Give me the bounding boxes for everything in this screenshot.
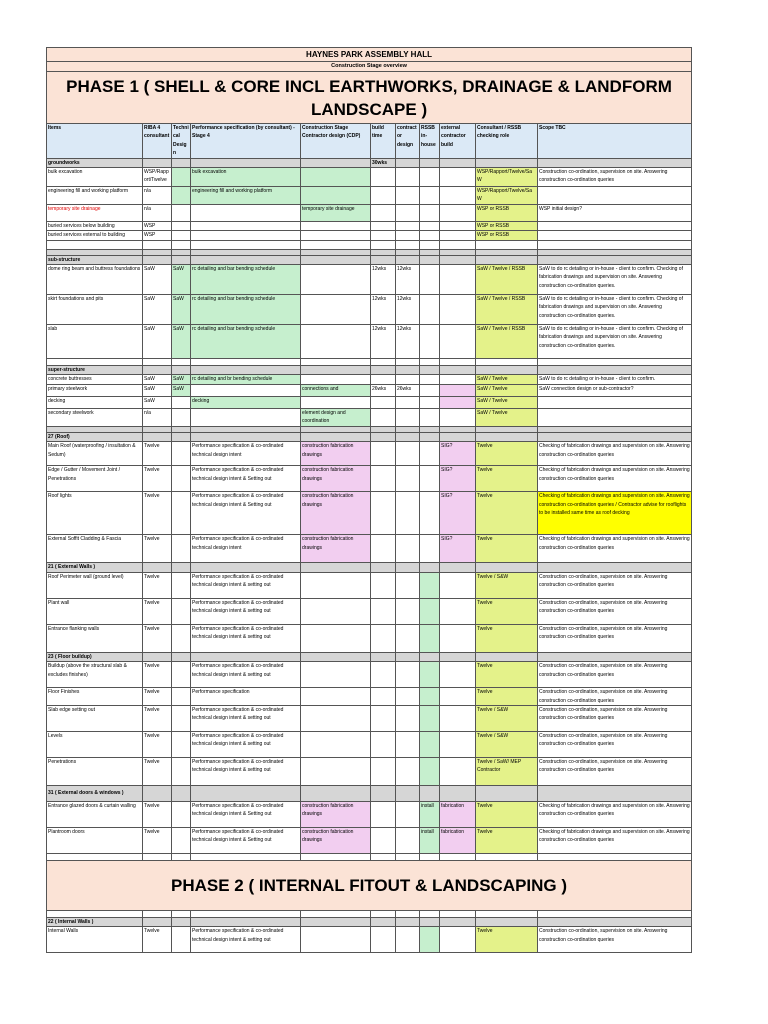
checking-cell: SaW / Twelve [476, 375, 538, 384]
table-row [47, 396, 692, 408]
col-header-cdp: Construction Stage Contractor design (CDP) [301, 124, 371, 159]
item-name: secondary steelwork [47, 408, 143, 426]
scope-cell: Checking of fabrication drawings and supervision on site. Answering construction co-ordination queries [538, 801, 692, 827]
item-name: Edge / Gutter / Movement Joint / Penetrations [47, 466, 143, 492]
table-row [47, 731, 692, 757]
riba4-cell: Twelve [143, 492, 172, 535]
performance-cell: rc detailing and bar bending schedule [191, 265, 301, 295]
col-header-external-contractor: external contractor build [440, 124, 476, 159]
table-row [47, 572, 692, 598]
item-name: Plant wall [47, 598, 143, 624]
item-name: concrete buttresses [47, 375, 143, 384]
scope-cell: Checking of fabrication drawings and supervision on site. Answering construction co-ordination queries [538, 827, 692, 853]
table-row [47, 295, 692, 325]
table-row [47, 466, 692, 492]
riba4-cell: Twelve [143, 801, 172, 827]
cdp-cell: construction fabrication drawings [301, 442, 371, 466]
phase-1-heading: PHASE 1 ( SHELL & CORE INCL EARTHWORKS, DRAINAGE & LANDFORM LANDSCAPE ) [47, 72, 692, 124]
performance-cell: Performance specification & co-ordinated technical design intent & Setting out [191, 801, 301, 827]
external-contractor-cell: SIG? [440, 466, 476, 492]
section-row [47, 432, 692, 441]
col-header-build-time: build time [371, 124, 396, 159]
table-row [47, 408, 692, 426]
scope-cell: SaW to do rc detailing or in-house - client to confirm. Checking of fabrication drawings and supervision on site. Answering construction co-ordination queries. [538, 265, 692, 295]
checking-cell: SaW / Twelve / RSSB [476, 295, 538, 325]
scope-cell: Construction co-ordination, supervision on site. Answering construction co-ordination queries [538, 757, 692, 785]
checking-cell: SaW / Twelve / RSSB [476, 265, 538, 295]
performance-cell: rc detailing and bar bending schedule [191, 295, 301, 325]
item-name: Penetrations [47, 757, 143, 785]
riba4-cell: Twelve [143, 598, 172, 624]
riba4-cell: n/a [143, 408, 172, 426]
riba4-cell: Twelve [143, 731, 172, 757]
rssb-inhouse-cell: install [420, 801, 440, 827]
col-header-checking-role: Consultant / RSSB checking role [476, 124, 538, 159]
table-row [47, 375, 692, 384]
table-row [47, 827, 692, 853]
table-row [47, 231, 692, 240]
checking-cell: Twelve / S&W [476, 705, 538, 731]
build-time: 12wks [371, 295, 396, 325]
performance-cell: rc detailing and bar bending schedule [191, 325, 301, 359]
performance-cell: rc detailing and br bending schedule [191, 375, 301, 384]
riba4-cell: SaW [143, 295, 172, 325]
table-row [47, 384, 692, 396]
riba4-cell: Twelve [143, 927, 172, 953]
build-time: 30wks [371, 158, 396, 167]
checking-cell: SaW / Twelve [476, 396, 538, 408]
section-row [47, 917, 692, 926]
checking-cell: Twelve [476, 624, 538, 652]
technical-cell: SaW [172, 265, 191, 295]
scope-cell: Construction co-ordination, supervision on site. Answering construction co-ordination queries [538, 598, 692, 624]
riba4-cell: SaW [143, 384, 172, 396]
item-name: Plantroom doors [47, 827, 143, 853]
item-name: temporary site drainage [47, 204, 143, 221]
col-header-performance-spec: Performance specification (by consultant) - Stage 4 [191, 124, 301, 159]
technical-cell: SaW [172, 375, 191, 384]
rssb-inhouse-cell: install [420, 827, 440, 853]
table-row [47, 204, 692, 221]
performance-cell: Performance specification & co-ordinated technical design intent & Setting out [191, 827, 301, 853]
build-time: 12wks [371, 325, 396, 359]
scope-cell: Construction co-ordination, supervision on site. Answering construction co-ordination queries [538, 662, 692, 688]
scope-cell: Checking of fabrication drawings and supervision on site. Answering construction co-ordination queries [538, 535, 692, 563]
item-name: Entrance flanking walls [47, 624, 143, 652]
section-row [47, 366, 692, 375]
item-name: slab [47, 325, 143, 359]
cdp-cell: construction fabrication drawings [301, 535, 371, 563]
phase-2-row [47, 860, 692, 910]
external-contractor-cell: SIG? [440, 492, 476, 535]
section-row [47, 563, 692, 572]
performance-cell: decking [191, 396, 301, 408]
cdp-cell: connections and [301, 384, 371, 396]
header-row [47, 124, 692, 159]
item-name: buried services below building [47, 221, 143, 230]
item-name: Internal Walls [47, 927, 143, 953]
item-name: engineering fill and working platform [47, 187, 143, 205]
col-header-rssb-inhouse: RSSB in-house [420, 124, 440, 159]
section-label-external-doors: 31 ( External doors & windows ) [47, 785, 143, 801]
riba4-cell: Twelve [143, 624, 172, 652]
item-name: Floor Finishes [47, 688, 143, 706]
performance-cell: bulk excavation [191, 168, 301, 187]
checking-cell: Twelve [476, 535, 538, 563]
riba4-cell: Twelve [143, 827, 172, 853]
performance-cell: Performance specification & co-ordinated technical design intent & setting out [191, 662, 301, 688]
riba4-cell: SaW [143, 325, 172, 359]
item-name: Roof lights [47, 492, 143, 535]
table-row [47, 801, 692, 827]
checking-cell: Twelve [476, 827, 538, 853]
table-row [47, 662, 692, 688]
item-name: dome ring beam and buttress foundations [47, 265, 143, 295]
technical-cell: SaW [172, 295, 191, 325]
scope-cell: Checking of fabrication drawings and supervision on site. Answering construction co-ordination queries [538, 442, 692, 466]
section-row [47, 158, 692, 167]
table-row [47, 492, 692, 535]
riba4-cell: SaW [143, 265, 172, 295]
performance-cell: Performance specification & co-ordinated technical design intent & Setting out [191, 466, 301, 492]
performance-cell: Performance specification & co-ordinated technical design intent & setting out [191, 598, 301, 624]
col-header-items: Items [47, 124, 143, 159]
item-name: Buildup (above the structural slab & excludes finishes) [47, 662, 143, 688]
section-label-substructure: sub-structure [47, 255, 143, 264]
table-row [47, 442, 692, 466]
external-contractor-cell: fabrication [440, 801, 476, 827]
col-header-scope-tbc: Scope TBC [538, 124, 692, 159]
riba4-cell: Twelve [143, 572, 172, 598]
item-name: primary steelwork [47, 384, 143, 396]
section-label-external-walls: 21 ( External Walls ) [47, 563, 143, 572]
cdp-cell: element design and coordination [301, 408, 371, 426]
col-header-riba4: RIBA 4 consultant [143, 124, 172, 159]
scope-cell: WSP initial design? [538, 204, 692, 221]
table-row [47, 535, 692, 563]
table-row [47, 168, 692, 187]
performance-cell: Performance specification & co-ordinated technical design intent & setting out [191, 624, 301, 652]
performance-cell: Performance specification & co-ordinated technical design intent & setting out [191, 927, 301, 953]
sheet-subtitle: Construction Stage overview [47, 62, 692, 72]
scope-cell: Construction co-ordination, supervision on site. Answering construction co-ordination queries [538, 624, 692, 652]
checking-cell: Twelve [476, 466, 538, 492]
scope-cell: SaW to do rc detailing or in-house - client to confirm. Checking of fabrication drawings and supervision on site. Answering construction co-ordination queries. [538, 325, 692, 359]
checking-cell: WSP/Rapport/Twelve/SaW [476, 168, 538, 187]
performance-cell: Performance specification & co-ordinated technical design intent & setting out [191, 731, 301, 757]
scope-cell: Construction co-ordination, supervision on site. Answering construction co-ordination queries [538, 168, 692, 187]
performance-cell: Performance specification & co-ordinated technical design intent & setting out [191, 757, 301, 785]
build-time: 12wks [371, 265, 396, 295]
item-name: buried services external to building [47, 231, 143, 240]
table-row [47, 598, 692, 624]
scope-cell: Construction co-ordination, supervision on site. Answering construction co-ordination queries [538, 688, 692, 706]
riba4-cell: SaW [143, 375, 172, 384]
col-header-technical-design: Technical Design [173, 125, 189, 157]
checking-cell: SaW / Twelve [476, 408, 538, 426]
riba4-cell: Twelve [143, 688, 172, 706]
contractor-design-cell: 12wks [396, 325, 420, 359]
cdp-cell: construction fabrication drawings [301, 827, 371, 853]
scope-cell: SaW connection design or sub-contractor? [538, 384, 692, 396]
checking-cell: SaW / Twelve / RSSB [476, 325, 538, 359]
scope-cell: SaW to do rc detailing or in-house - client to confirm. Checking of fabrication drawings and supervision on site. Answering construction co-ordination queries. [538, 295, 692, 325]
scope-cell: Construction co-ordination, supervision on site. Answering construction co-ordination queries [538, 572, 692, 598]
performance-cell: Performance specification & co-ordinated technical design intent [191, 442, 301, 466]
cdp-cell: construction fabrication drawings [301, 466, 371, 492]
section-label-internal-walls: 22 ( Internal Walls ) [47, 917, 143, 926]
item-name: bulk excavation [47, 168, 143, 187]
checking-cell: Twelve [476, 662, 538, 688]
section-row [47, 255, 692, 264]
item-name: Main Roof (waterproofing / insultation & Sedum) [47, 442, 143, 466]
performance-cell: Performance specification & co-ordinated technical design intent & setting out [191, 572, 301, 598]
riba4-cell: Twelve [143, 442, 172, 466]
checking-cell: Twelve [476, 598, 538, 624]
item-name: skirt foundations and pits [47, 295, 143, 325]
table-row [47, 688, 692, 706]
external-contractor-cell: SIG? [440, 442, 476, 466]
cdp-cell: construction fabrication drawings [301, 492, 371, 535]
item-name: Roof Perimeter wall (ground level) [47, 572, 143, 598]
performance-cell: Performance specification & co-ordinated technical design intent & Setting out [191, 492, 301, 535]
checking-cell: WSP or RSSB [476, 231, 538, 240]
external-contractor-cell: fabrication [440, 827, 476, 853]
checking-cell: Twelve [476, 492, 538, 535]
item-name: Slab edge setting out [47, 705, 143, 731]
checking-cell: Twelve / SaW/ MEP Contractor [476, 757, 538, 785]
riba4-cell: Twelve [143, 535, 172, 563]
checking-cell: WSP or RSSB [476, 204, 538, 221]
item-name: Levels [47, 731, 143, 757]
checking-cell: SaW / Twelve [476, 384, 538, 396]
riba4-cell: WSP [143, 231, 172, 240]
section-label-superstructure: super-structure [47, 366, 143, 375]
item-name: Entrance glazed doors & curtain walling [47, 801, 143, 827]
riba4-cell: WSP [143, 221, 172, 230]
checking-cell: Twelve [476, 801, 538, 827]
checking-cell: WSP/Rapport/Twelve/SaW [476, 187, 538, 205]
contractor-design-cell: 12wks [396, 265, 420, 295]
section-label-floor-buildup: 23 ( Floor buildup) [47, 652, 143, 661]
scope-cell: Construction co-ordination, supervision on site. Answering construction co-ordination queries [538, 705, 692, 731]
performance-cell: Performance specification & co-ordinated technical design intent & setting out [191, 705, 301, 731]
checking-cell: Twelve [476, 688, 538, 706]
checking-cell: Twelve / S&W [476, 572, 538, 598]
table-row [47, 265, 692, 295]
sheet-title: HAYNES PARK ASSEMBLY HALL [47, 48, 692, 62]
external-contractor-cell: SIG? [440, 535, 476, 563]
technical-cell: SaW [172, 325, 191, 359]
riba4-cell: Twelve [143, 662, 172, 688]
scope-cell: SaW to do rc detailing or in-house - client to confirm. [538, 375, 692, 384]
section-row [47, 652, 692, 661]
section-label-roof: 27 (Roof) [47, 432, 143, 441]
performance-cell: engineering fill and working platform [191, 187, 301, 205]
riba4-cell: WSP/Rapport/Twelve [143, 168, 172, 187]
section-row [47, 785, 692, 801]
table-row [47, 927, 692, 953]
riba4-cell: n/a [143, 204, 172, 221]
scope-cell: Construction co-ordination, supervision on site. Answering construction co-ordination queries [538, 927, 692, 953]
performance-cell: Performance specification [191, 688, 301, 706]
checking-cell: Twelve / S&W [476, 731, 538, 757]
cdp-cell: temporary site drainage [301, 204, 371, 221]
riba4-cell: SaW [143, 396, 172, 408]
cdp-cell: construction fabrication drawings [301, 801, 371, 827]
col-header-contractor-design: contractor design [396, 124, 420, 159]
riba4-cell: Twelve [143, 466, 172, 492]
checking-cell: WSP or RSSB [476, 221, 538, 230]
section-label-groundworks: groundworks [47, 158, 143, 167]
item-name: External Soffit Cladding & Fascia [47, 535, 143, 563]
checking-cell: Twelve [476, 927, 538, 953]
table-row [47, 757, 692, 785]
performance-cell: Performance specification & co-ordinated technical design intent [191, 535, 301, 563]
contractor-design-cell: 26wks [396, 384, 420, 396]
item-name: decking [47, 396, 143, 408]
phase-2-heading: PHASE 2 ( INTERNAL FITOUT & LANDSCAPING ) [47, 860, 692, 910]
riba4-cell: Twelve [143, 705, 172, 731]
riba4-cell: Twelve [143, 757, 172, 785]
technical-cell: SaW [172, 384, 191, 396]
scope-cell-highlighted: Checking of fabrication drawings and supervision on site. Answering construction co-ordination queries / Contractor advise for rooflights to be installed same time as roof decking [538, 492, 692, 535]
overview-table [46, 47, 692, 953]
contractor-design-cell: 12wks [396, 295, 420, 325]
build-time: 26wks [371, 384, 396, 396]
scope-cell: Checking of fabrication drawings and supervision on site. Answering construction co-ordination queries [538, 466, 692, 492]
spreadsheet [46, 47, 691, 953]
table-row [47, 187, 692, 205]
riba4-cell: n/a [143, 187, 172, 205]
table-row [47, 624, 692, 652]
table-row [47, 221, 692, 230]
table-row [47, 325, 692, 359]
table-row [47, 705, 692, 731]
scope-cell: Construction co-ordination, supervision on site. Answering construction co-ordination queries [538, 731, 692, 757]
checking-cell: Twelve [476, 442, 538, 466]
